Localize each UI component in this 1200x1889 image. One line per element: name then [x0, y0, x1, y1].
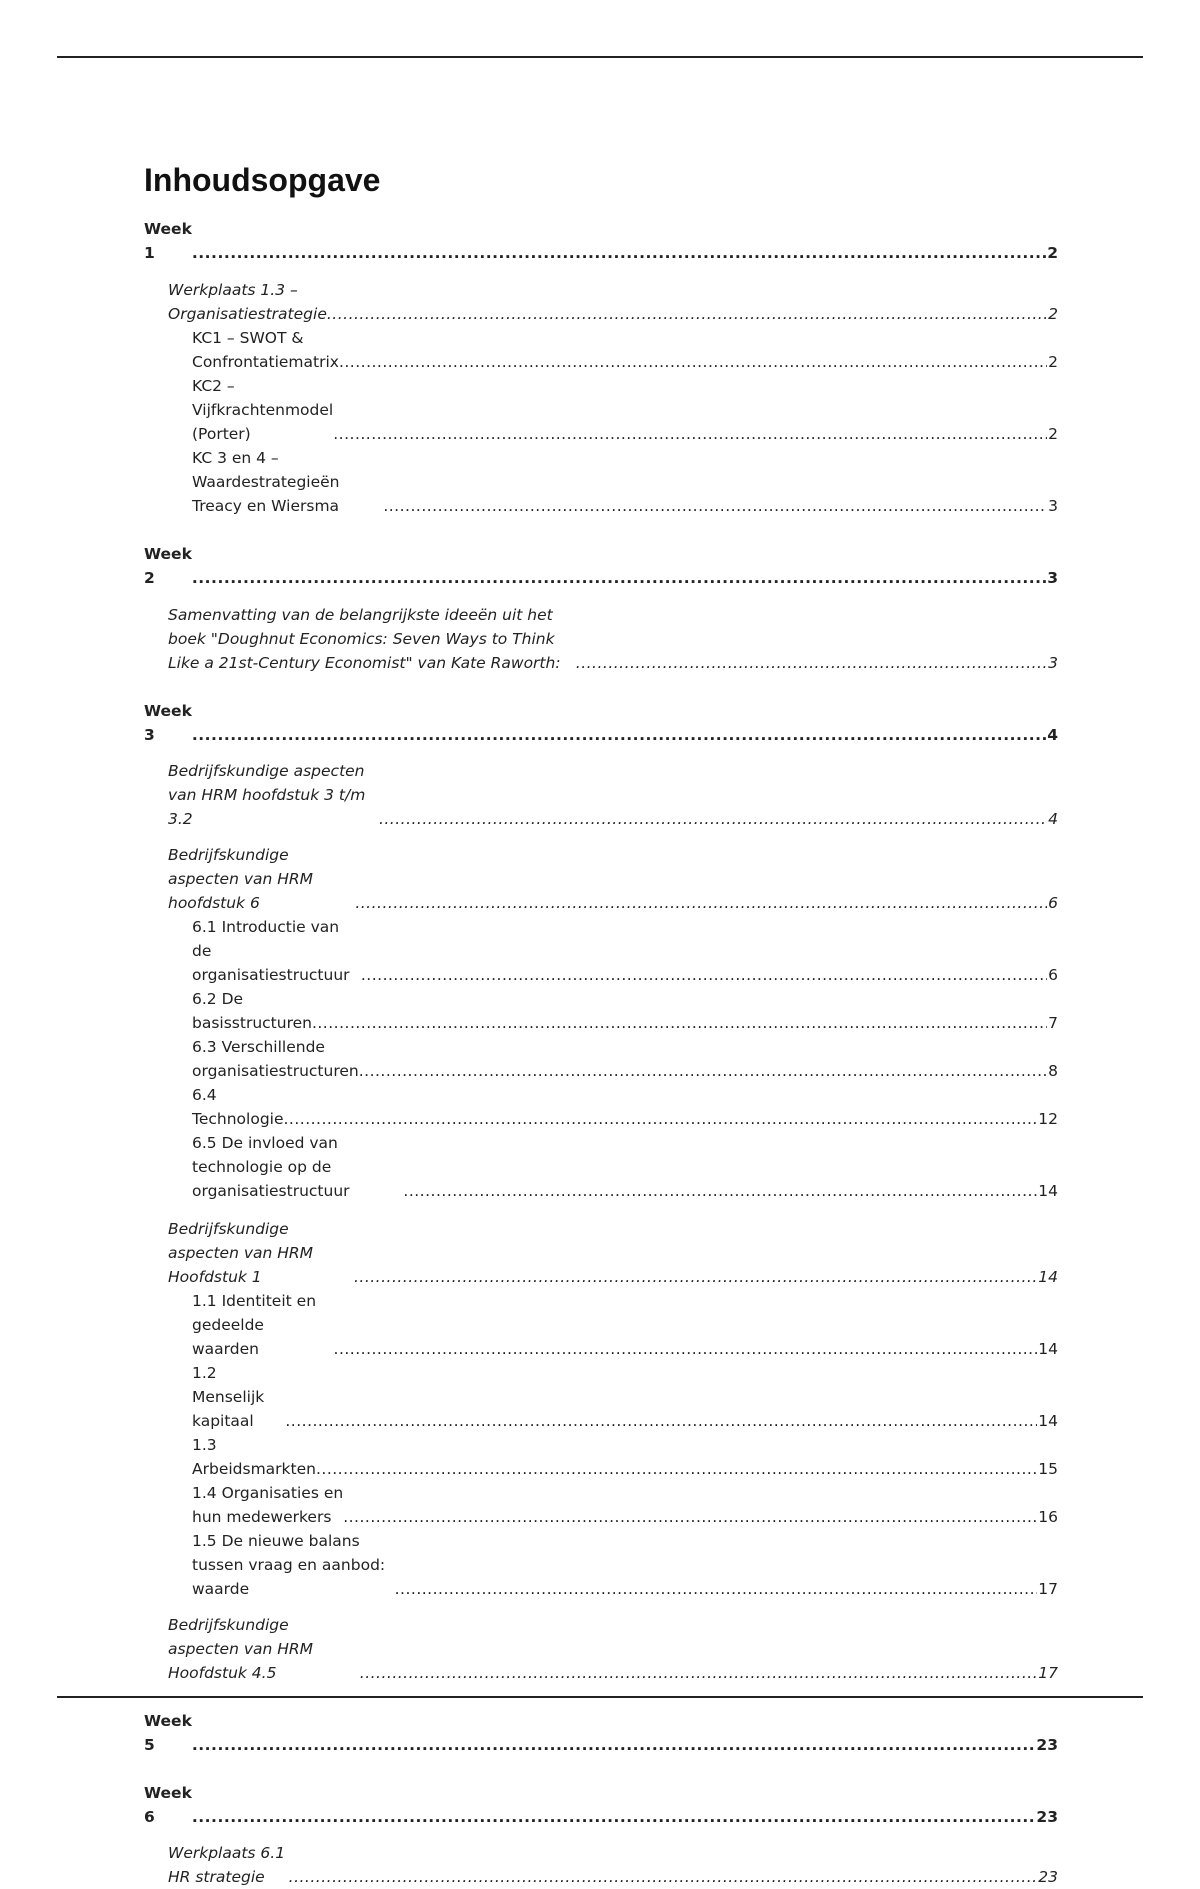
- toc-entry-week-1[interactable]: [144, 217, 1058, 265]
- dot-leader: [359, 1059, 1047, 1083]
- toc-entry-label: KC 3 en 4 – Waardestrategieën Treacy en Wiersma: [192, 449, 345, 515]
- dot-leader: [284, 1107, 1038, 1131]
- dot-leader: [285, 1409, 1037, 1433]
- dot-leader: [289, 1865, 1038, 1889]
- toc-entry-kc1[interactable]: [144, 326, 1058, 374]
- toc-entry-page: 17: [1038, 1580, 1058, 1598]
- dot-leader: [361, 963, 1047, 987]
- toc-entry-label: 1.2 Menselijk kapitaal: [192, 1364, 270, 1430]
- toc-entry-label: Week 5: [144, 1712, 198, 1754]
- toc-entry-werkplaats-6-1[interactable]: [144, 1841, 1058, 1889]
- toc-entry-label: 6.2 De basisstructuren: [192, 990, 312, 1032]
- toc-entry-page: 23: [1036, 1736, 1058, 1754]
- dot-leader: [192, 241, 1046, 265]
- dot-leader: [334, 1337, 1038, 1361]
- toc-entry-week-2[interactable]: [144, 542, 1058, 590]
- footer-rule: [57, 1696, 1143, 1698]
- toc-entry-page: 8: [1048, 1062, 1058, 1080]
- toc-entry-page: 12: [1038, 1110, 1058, 1128]
- toc-entry-week-3[interactable]: [144, 699, 1058, 747]
- toc-entry-label: KC2 – Vijfkrachtenmodel (Porter): [192, 377, 339, 443]
- toc-entry-page: 2: [1048, 305, 1058, 323]
- toc-entry-1-3[interactable]: [144, 1433, 1058, 1481]
- toc-entry-page: 3: [1048, 654, 1058, 672]
- dot-leader: [327, 302, 1047, 326]
- toc-entry-doughnut-summary[interactable]: [144, 603, 1058, 675]
- toc-entry-page: 14: [1038, 1340, 1058, 1358]
- toc-entry-label: Samenvatting van de belangrijkste ideeën uit het boek "Doughnut Economics: Seven Ways to Think Like a 21st-Century Economist" van Kate Raworth:: [168, 606, 561, 672]
- toc-entry-label: Week 1: [144, 220, 198, 262]
- dot-leader: [192, 1733, 1036, 1757]
- toc-entry-label: KC1 – SWOT & Confrontatiematrix: [192, 329, 339, 371]
- toc-entry-page: 6: [1048, 966, 1058, 984]
- toc-entry-page: 4: [1048, 810, 1058, 828]
- toc-entry-page: 14: [1038, 1412, 1058, 1430]
- toc-entry-label: 1.4 Organisaties en hun medewerkers: [192, 1484, 349, 1526]
- dot-leader: [192, 566, 1046, 590]
- toc-entry-label: Werkplaats 6.1 HR strategie: [168, 1844, 291, 1886]
- toc-entry-1-4[interactable]: [144, 1481, 1058, 1529]
- toc-entry-hrm-h3[interactable]: [144, 759, 1058, 831]
- toc-entry-hrm-h1[interactable]: [144, 1217, 1058, 1289]
- toc-entry-6-4[interactable]: [144, 1083, 1058, 1131]
- toc-entry-label: Week 2: [144, 545, 198, 587]
- toc-entry-kc3-4[interactable]: [144, 446, 1058, 518]
- toc-entry-6-2[interactable]: [144, 987, 1058, 1035]
- toc-entry-page: 14: [1038, 1268, 1058, 1286]
- dot-leader: [333, 422, 1047, 446]
- toc-entry-label: Bedrijfskundige aspecten van HRM Hoofdstuk 1: [168, 1220, 318, 1286]
- toc-entry-kc2[interactable]: [144, 374, 1058, 446]
- dot-leader: [192, 723, 1046, 747]
- toc-entry-6-5[interactable]: [144, 1131, 1058, 1203]
- dot-leader: [403, 1179, 1037, 1203]
- toc-entry-page: 17: [1038, 1664, 1058, 1682]
- toc-entry-label: 1.1 Identiteit en gedeelde waarden: [192, 1292, 321, 1358]
- toc-entry-werkplaats-1-3[interactable]: [144, 278, 1058, 326]
- header-rule: [57, 56, 1143, 58]
- dot-leader: [354, 1265, 1037, 1289]
- toc-entry-page: 3: [1047, 569, 1058, 587]
- toc-title: Inhoudsopgave: [144, 162, 381, 198]
- dot-leader: [312, 1011, 1047, 1035]
- toc-entry-label: Week 3: [144, 702, 198, 744]
- dot-leader: [383, 494, 1047, 518]
- toc-entry-hrm-h6[interactable]: [144, 843, 1058, 915]
- toc-entry-week-6[interactable]: [144, 1781, 1058, 1829]
- toc-entry-label: 1.5 De nieuwe balans tussen vraag en aanbod: waarde: [192, 1532, 391, 1598]
- dot-leader: [192, 1805, 1036, 1829]
- toc-entry-page: 15: [1038, 1460, 1058, 1478]
- toc-entry-hrm-h4-5[interactable]: [144, 1613, 1058, 1685]
- toc-entry-label: 6.1 Introductie van de organisatiestructuur: [192, 918, 350, 984]
- toc-entry-1-5[interactable]: [144, 1529, 1058, 1601]
- toc-entry-page: 2: [1047, 244, 1058, 262]
- toc-entry-label: Bedrijfskundige aspecten van HRM hoofdstuk 6: [168, 846, 318, 912]
- toc-entry-6-3[interactable]: [144, 1035, 1058, 1083]
- dot-leader: [355, 891, 1047, 915]
- toc-entry-page: 3: [1048, 497, 1058, 515]
- toc-entry-label: 6.3 Verschillende organisatiestructuren: [192, 1038, 359, 1080]
- toc-entry-1-1[interactable]: [144, 1289, 1058, 1361]
- toc-entry-page: 6: [1048, 894, 1058, 912]
- table-of-contents: [144, 160, 1058, 1889]
- toc-entry-page: 4: [1047, 726, 1058, 744]
- toc-entry-label: Bedrijfskundige aspecten van HRM hoofdstuk 3 t/m 3.2: [168, 762, 371, 828]
- toc-entry-6-1[interactable]: [144, 915, 1058, 987]
- toc-entry-page: 16: [1038, 1508, 1058, 1526]
- dot-leader: [316, 1457, 1037, 1481]
- toc-entry-label: 6.5 De invloed van technologie op de organisatiestructuur: [192, 1134, 350, 1200]
- dot-leader: [576, 651, 1047, 675]
- toc-entry-page: 23: [1038, 1868, 1058, 1886]
- toc-entry-label: Werkplaats 1.3 – Organisatiestrategie: [168, 281, 327, 323]
- toc-entry-label: 6.4 Technologie: [192, 1086, 284, 1128]
- toc-entry-page: 7: [1048, 1014, 1058, 1032]
- dot-leader: [360, 1661, 1038, 1685]
- toc-entry-page: 2: [1048, 353, 1058, 371]
- dot-leader: [339, 350, 1047, 374]
- toc-entry-page: 23: [1036, 1808, 1058, 1826]
- dot-leader: [395, 1577, 1038, 1601]
- toc-entry-page: 2: [1048, 425, 1058, 443]
- dot-leader: [379, 807, 1047, 831]
- toc-entry-label: Bedrijfskundige aspecten van HRM Hoofdstuk 4.5: [168, 1616, 318, 1682]
- toc-entry-week-5[interactable]: [144, 1709, 1058, 1757]
- toc-entry-1-2[interactable]: [144, 1361, 1058, 1433]
- dot-leader: [343, 1505, 1037, 1529]
- toc-entry-label: Week 6: [144, 1784, 198, 1826]
- toc-entry-page: 14: [1038, 1182, 1058, 1200]
- toc-entry-label: 1.3 Arbeidsmarkten: [192, 1436, 316, 1478]
